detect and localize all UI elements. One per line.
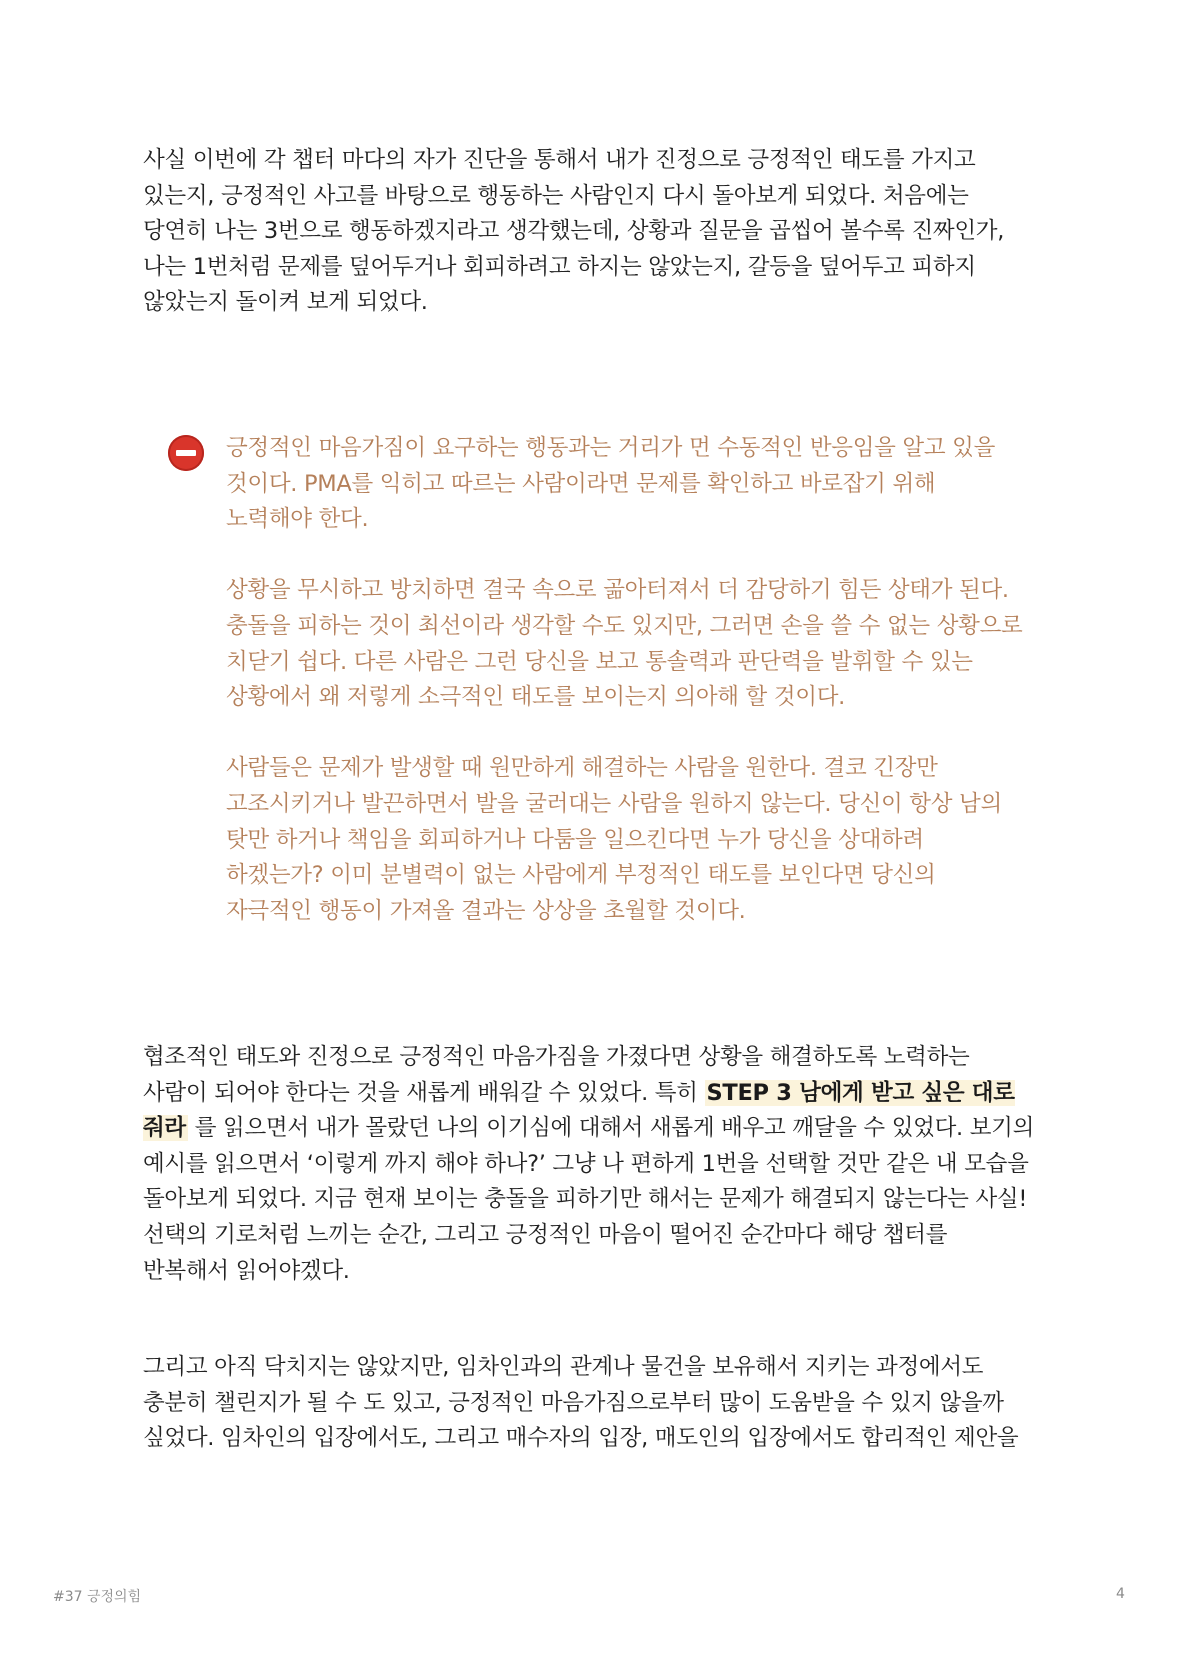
paragraph-2-text-before: 협조적인 태도와 진정으로 긍정적인 마음가짐을 가졌다면 상황을 해결하도록 노력하는 사람이 되어야 한다는 것을 새롭게 배워갈 수 있었다. 특히: [143, 1044, 970, 1106]
callout-paragraph-3: 사람들은 문제가 발생할 때 원만하게 해결하는 사람을 원한다. 결코 긴장만 고조시키거나 발끈하면서 발을 굴러대는 사람을 원하지 않는다. 당신이 항상 남의 탓만 하거나 책임을 회피하거나 다툼을 일으킨다면 누가 당신을 상대하려 하겠는가? 이미 분별력이 없는 사람에게 부정적인 태도를 보인다면 당신의 자극적인 행동이 가져올 결과는 상상을 초월할 것이다.: [226, 755, 1002, 924]
callout-paragraph-1: 긍정적인 마음가짐이 요구하는 행동과는 거리가 먼 수동적인 반응임을 알고 있을 것이다. PMA를 익히고 따르는 사람이라면 문제를 확인하고 바로잡기 위해 노력해야 한다.: [226, 435, 996, 533]
body-paragraph-2: [143, 1040, 1037, 1289]
body-paragraph-1: 사실 이번에 각 챕터 마다의 자가 진단을 통해서 내가 진정으로 긍정적인 태도를 가지고 있는지, 긍정적인 사고를 바탕으로 행동하는 사람인지 다시 돌아보게 되었다. 처음에는 당연히 나는 3번으로 행동하겠지라고 생각했는데, 상황과 질문을 곱씹어 볼수록 진짜인가, 나는 1번처럼 문제를 덮어두거나 회피하려고 하지는 않았는지, 갈등을 덮어두고 피하지 않았는지 돌이켜 보게 되었다.: [143, 147, 1005, 316]
callout-body: [226, 431, 1026, 965]
highlighted-step-title: STEP 3 남에게 받고 싶은 대로 줘라: [143, 1079, 1015, 1142]
no-entry-icon: [168, 435, 204, 471]
callout-paragraph-2: 상황을 무시하고 방치하면 결국 속으로 곪아터져서 더 감당하기 힘든 상태가 된다. 충돌을 피하는 것이 최선이라 생각할 수도 있지만, 그러면 손을 쓸 수 없는 상황으로 치닫기 쉽다. 다른 사람은 그런 당신을 보고 통솔력과 판단력을 발휘할 수 있는 상황에서 왜 저렇게 소극적인 태도를 보이는지 의아해 할 것이다.: [226, 577, 1023, 711]
body-paragraph-3: 그리고 아직 닥치지는 않았지만, 임차인과의 관계나 물건을 보유해서 지키는 과정에서도 충분히 챌린지가 될 수 도 있고, 긍정적인 마음가짐으로부터 많이 도움받을 수 있지 않을까 싶었다. 임차인의 입장에서도, 그리고 매수자의 입장, 매도인의 입장에서도 합리적인 제안을: [143, 1354, 1019, 1452]
paragraph-2-text-after: 를 읽으면서 내가 몰랐던 나의 이기심에 대해서 새롭게 배우고 깨달을 수 있었다. 보기의 예시를 읽으면서 ‘이렇게 까지 해야 하나?’ 그냥 나 편하게 1번을 선택할 것만 같은 내 모습을 돌아보게 되었다. 지금 현재 보이는 충돌을 피하기만 해서는 문제가 해결되지 않는다는 사실! 선택의 기로처럼 느끼는 순간, 그리고 긍정적인 마음이 떨어진 순간마다 해당 챕터를 반복해서 읽어야겠다.: [143, 1115, 1035, 1284]
footer-page-number: 4: [1116, 1586, 1125, 1602]
footer-document-title: #37 긍정의힘: [53, 1589, 142, 1605]
